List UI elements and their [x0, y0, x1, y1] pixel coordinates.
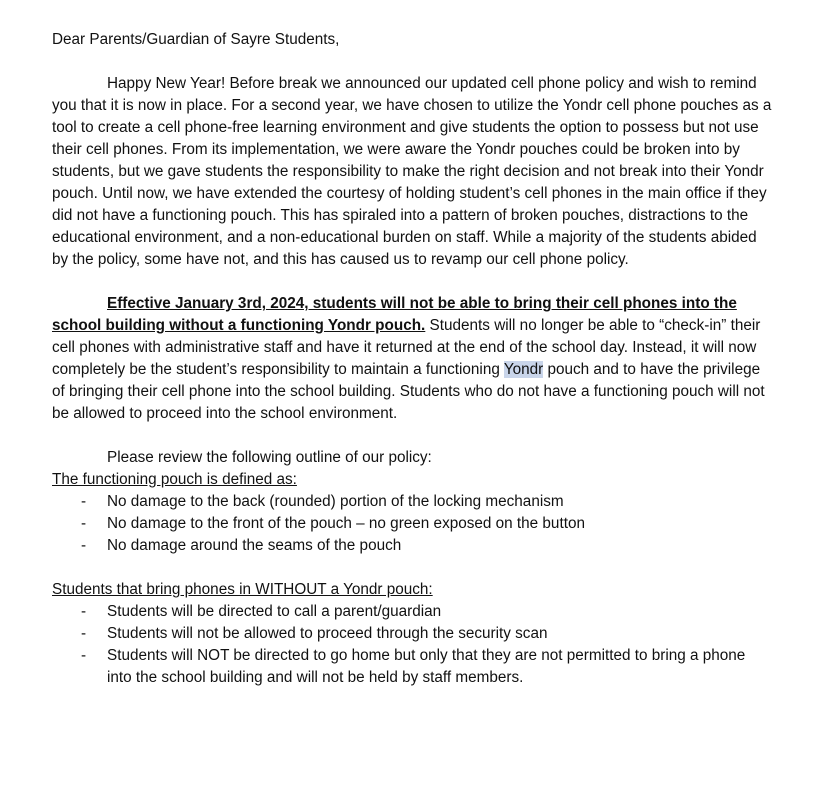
list-item — [52, 601, 769, 623]
list-item-text: No damage around the seams of the pouch — [107, 537, 402, 554]
section-heading-functioning-pouch: The functioning pouch is defined as: — [52, 471, 297, 488]
policy-text-before: Students will no longer be able to “check-in” their cell phones with administrative staff and have it returned at the end of the school day. Instead, it will now completely be the student’s responsibility to maintain a functioning — [52, 317, 761, 378]
bullet-dash: - — [81, 647, 87, 664]
list-item — [52, 513, 769, 535]
bullet-dash: - — [81, 493, 87, 510]
policy-text-after: pouch and to have the privilege of bringing their cell phone into the school building. Students who do not have a functioning pouch will not be allowed to proceed into the school environment. — [52, 361, 765, 422]
paragraph-intro-text: Happy New Year! Before break we announced our updated cell phone policy and wish to remind you that it is now in place. For a second year, we have chosen to utilize the Yondr cell phone pouches as a tool to create a cell phone-free learning environment and give students the option to possess but not use their cell phones. From its implementation, we were aware the Yondr pouches could be broken into by students, but we gave students the responsibility to make the right decision and not break into their Yondr pouch. Until now, we have extended the courtesy of holding student’s cell phones in the main office if they did not have a functioning pouch. This has spiraled into a pattern of broken pouches, distractions to the educational environment, and a non-educational burden on staff. While a majority of the students abided by the policy, some have not, and this has caused us to revamp our cell phone policy. — [52, 75, 772, 268]
policy-effective-statement: Effective January 3rd, 2024, students will not be able to bring their cell phones into the school building without a functioning Yondr pouch. — [52, 295, 737, 334]
bullet-dash: - — [81, 603, 87, 620]
list-item — [52, 645, 769, 689]
bullet-dash: - — [81, 537, 87, 554]
list-item-text: No damage to the front of the pouch – no green exposed on the button — [107, 515, 585, 532]
functioning-pouch-list — [52, 491, 830, 557]
paragraph-intro — [52, 73, 774, 271]
section-heading-without-pouch: Students that bring phones in WITHOUT a Yondr pouch: — [52, 581, 433, 598]
review-intro: Please review the following outline of our policy: — [107, 449, 432, 466]
list-item-text: Students will NOT be directed to go home but only that they are not permitted to bring a phone into the school building and will not be held by staff members. — [107, 647, 746, 686]
without-pouch-list — [52, 601, 830, 689]
list-item-text: Students will not be allowed to proceed through the security scan — [107, 625, 548, 642]
bullet-dash: - — [81, 625, 87, 642]
list-item-text: Students will be directed to call a parent/guardian — [107, 603, 442, 620]
greeting: Dear Parents/Guardian of Sayre Students, — [52, 31, 340, 48]
paragraph-policy — [52, 293, 772, 425]
list-item — [52, 535, 769, 557]
bullet-dash: - — [81, 515, 87, 532]
list-item — [52, 491, 769, 513]
list-item-text: No damage to the back (rounded) portion of the locking mechanism — [107, 493, 564, 510]
highlighted-word[interactable]: Yondr — [503, 361, 544, 378]
list-item — [52, 623, 769, 645]
